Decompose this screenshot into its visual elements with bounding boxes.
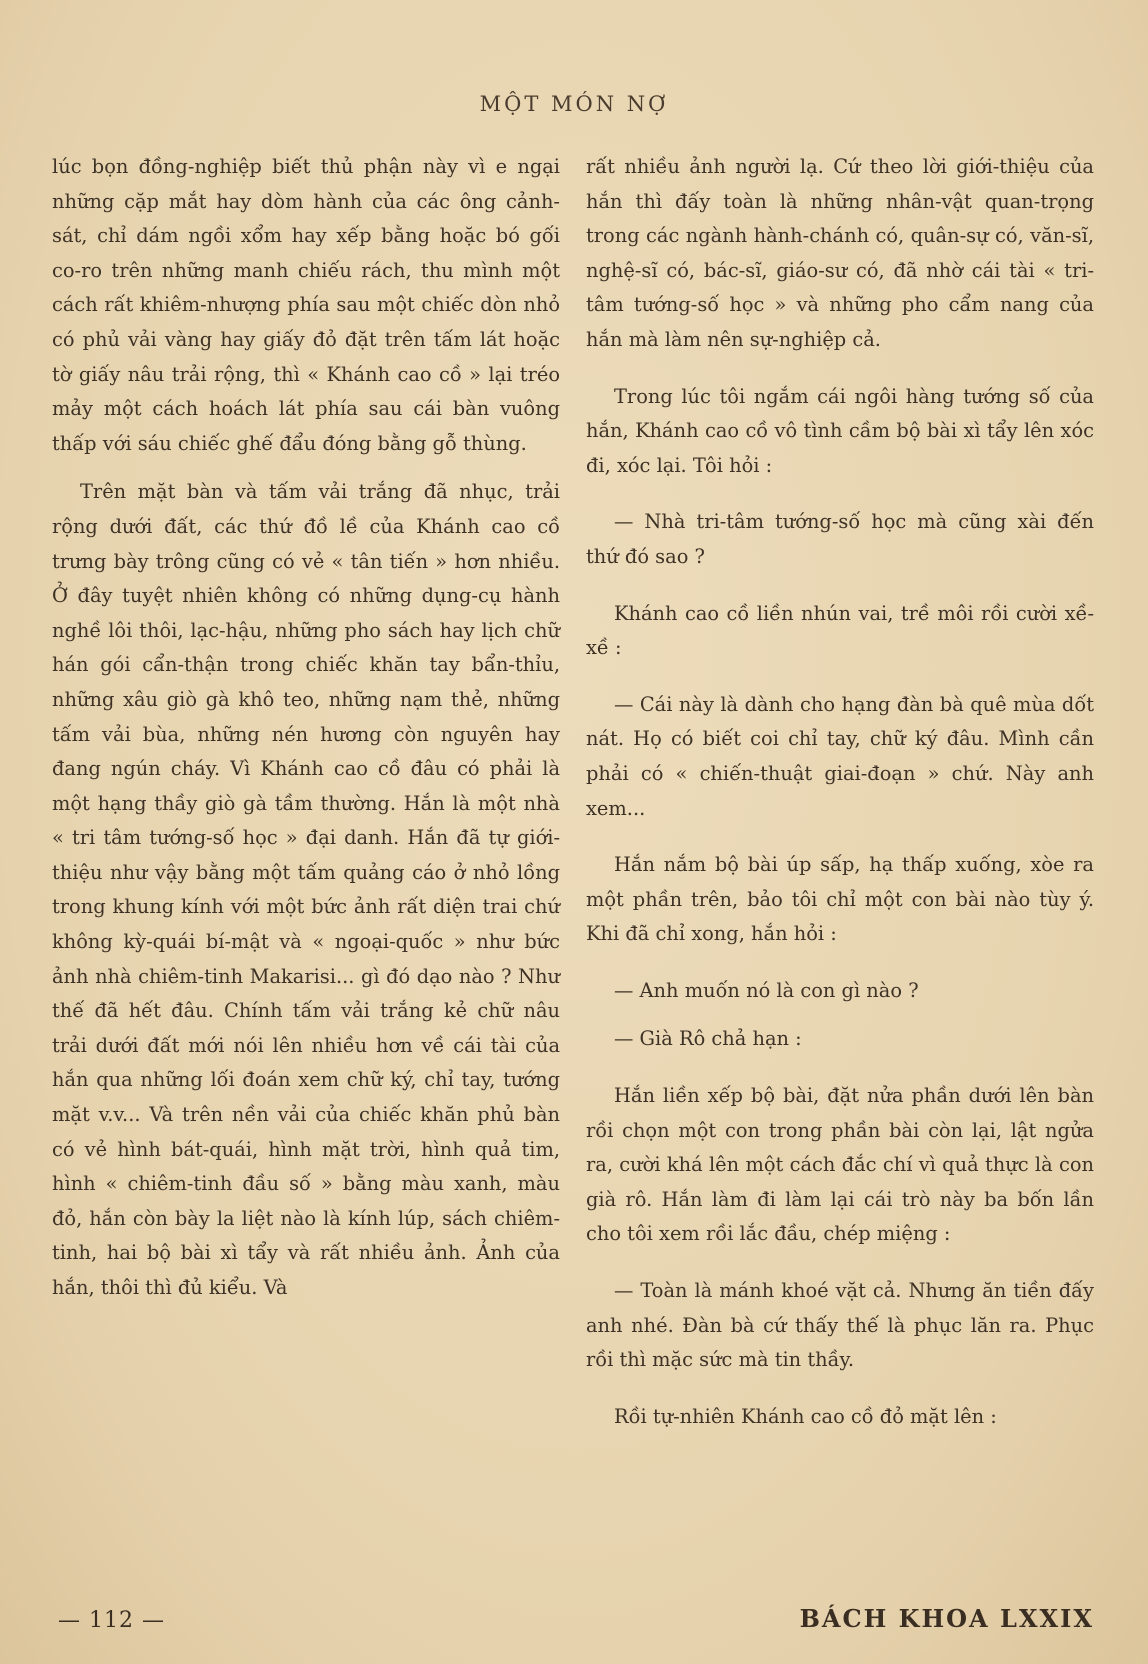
paragraph: rất nhiều ảnh người lạ. Cứ theo lời giới-thiệu của hắn thì đấy toàn là những nhân-vật quan-trọng trong các ngành hành-chánh có, quân-sự có, văn-sĩ, nghệ-sĩ có, bác-sĩ, giáo-sư có, đã nhờ cái tài « tri-tâm tướng-số học » và những pho cẩm nang của hắn mà làm nên sự-nghiệp cả.	[586, 155, 1094, 351]
dialogue-line: — Nhà tri-tâm tướng-số học mà cũng xài đến thứ đó sao ?	[586, 510, 1094, 568]
right-column	[586, 150, 1094, 1434]
page-number: — 112 —	[58, 1608, 165, 1633]
left-column	[52, 150, 560, 1306]
paragraph: lúc bọn đồng-nghiệp biết thủ phận này vì e ngại những cặp mắt hay dòm hành của các ông cảnh-sát, chỉ dám ngồi xổm hay xếp bằng hoặc bó gối co-ro trên những manh chiếu rách, thu mình một cách rất khiêm-nhượng phía sau một chiếc dòn nhỏ có phủ vải vàng hay giấy đỏ đặt trên tấm lát hoặc tờ giấy nâu trải rộng, thì « Khánh cao cồ » lại tréo mảy một cách hoách lát phía sau cái bàn vuông thấp với sáu chiếc ghế đẩu đóng bằng gỗ thùng.	[52, 155, 560, 455]
dialogue-line: — Toàn là mánh khoé vặt cả. Nhưng ăn tiền đấy anh nhé. Đàn bà cứ thấy thế là phục lăn ra. Phục rồi thì mặc sức mà tin thầy.	[586, 1279, 1094, 1372]
paragraph: Hắn liền xếp bộ bài, đặt nửa phần dưới lên bàn rồi chọn một con trong phần bài còn lại, lật ngửa ra, cười khá lên một cách đắc chí vì quả thực là con già rô. Hắn làm đi làm lại cái trò này ba bốn lần cho tôi xem rồi lắc đầu, chép miệng :	[586, 1084, 1094, 1246]
running-head: MỘT MÓN NỢ	[479, 92, 669, 116]
publication-name: BÁCH KHOA LXXIX	[799, 1604, 1094, 1633]
dialogue-line: — Già Rô chả hạn :	[614, 1027, 802, 1051]
dialogue-line: — Anh muốn nó là con gì nào ?	[614, 978, 919, 1002]
paragraph: Rồi tự-nhiên Khánh cao cồ đỏ mặt lên :	[614, 1404, 997, 1428]
paragraph: Hắn nắm bộ bài úp sấp, hạ thấp xuống, xòe ra một phần trên, bảo tôi chỉ một con bài nào tùy ý. Khi đã chỉ xong, hắn hỏi :	[586, 853, 1094, 946]
paragraph: Khánh cao cồ liền nhún vai, trề môi rồi cười xề-xề :	[586, 601, 1094, 660]
paragraph: Trong lúc tôi ngắm cái ngôi hàng tướng số của hắn, Khánh cao cồ vô tình cầm bộ bài xì tẩy lên xóc đi, xóc lại. Tôi hỏi :	[586, 384, 1094, 477]
dialogue-line: — Cái này là dành cho hạng đàn bà quê mùa dốt nát. Họ có biết coi chỉ tay, chữ ký đâu. Mình cần phải có « chiến-thuật giai-đoạn » chứ. Này anh xem...	[586, 692, 1094, 820]
paragraph: Trên mặt bàn và tấm vải trắng đã nhục, trải rộng dưới đất, các thứ đồ lề của Khánh cao cồ trưng bày trông cũng có vẻ « tân tiến » hơn nhiều. Ở đây tuyệt nhiên không có những dụng-cụ hành nghề lôi thôi, lạc-hậu, những pho sách hay lịch chữ hán gói cẩn-thận trong chiếc khăn tay bẩn-thỉu, những xâu giò gà khô teo, những nạm thẻ, những tấm vải bùa, những nén hương còn nguyên hay đang ngún cháy. Vì Khánh cao cồ đâu có phải là một hạng thầy giò gà tầm thường. Hắn là một nhà « tri tâm tướng-số học » đại danh. Hắn đã tự giới-thiệu như vậy bằng một tấm quảng cáo ở nhỏ lồng trong khung kính với một bức ảnh rất diện trai chứ không kỳ-quái bí-mật và « ngoại-quốc » như bức ảnh nhà chiêm-tinh Makarisi... gì đó dạo nào ? Như thế đã hết đâu. Chính tấm vải trắng kẻ chữ nâu trải dưới đất mới nói lên nhiều hơn về cái tài của hắn qua những lối đoán xem chữ ký, chỉ tay, tướng mặt v.v... Và trên nền vải của chiếc khăn phủ bàn có vẻ hình bát-quái, hình mặt trời, hình quả tim, hình « chiêm-tinh đầu số » bằng màu xanh, màu đỏ, hắn còn bày la liệt nào là kính lúp, sách chiêm-tinh, hai bộ bài xì tẩy và rất nhiều ảnh. Ảnh của hắn, thôi thì đủ kiểu. Và	[52, 480, 560, 1299]
